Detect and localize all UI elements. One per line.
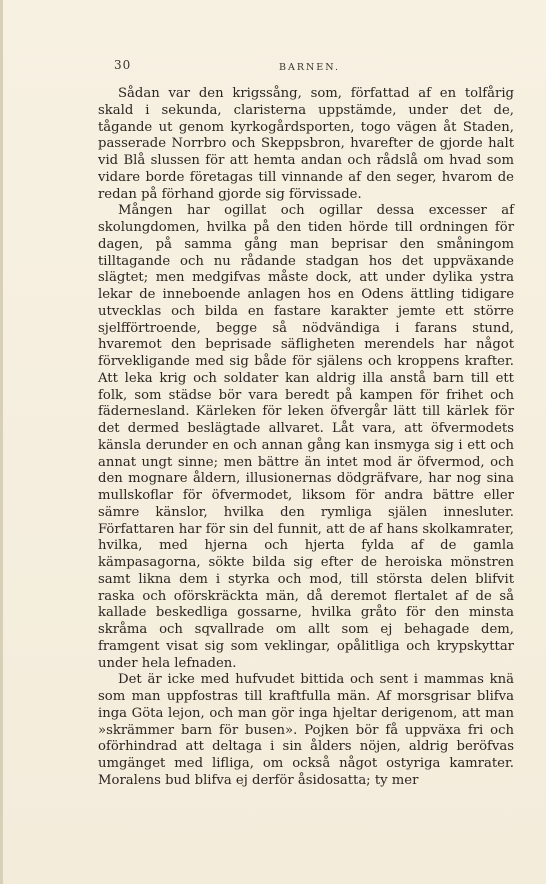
page-edge xyxy=(0,0,3,884)
running-head-title: BARNEN. xyxy=(279,62,340,73)
body-text xyxy=(98,86,514,790)
paragraph-3: Det är icke med hufvudet bittida och sent i mammas knä som man uppfostras till kraftfulla män. Af morsgrisar blifva inga Göta lejon, och man gör inga hjeltar derigenom, att man »skrämmer barn för busen». Pojken bör få uppväxa fri och oförhindrad att deltaga i sin ålders nöjen, aldrig beröfvas umgänget med lifliga, om också något ostyriga kamrater. Moralens bud blifva ej derför åsidosatta; ty mer xyxy=(98,672,514,788)
paragraph-1: Sådan var den krigssång, som, författad af en tolfårig skald i sekunda, claristerna uppstämde, under det de, tågande ut genom kyrkogårdsporten, togo vägen åt Staden, passerade Norrbro och Skeppsbron, hvarefter de gjorde halt vid Blå slussen för att hemta andan och rådslå om hvad som vidare borde företagas till vinnande af den seger, hvarom de redan på förhand gjorde sig förvissade. xyxy=(98,86,514,202)
page-number: 30 xyxy=(114,58,132,72)
paragraph-2: Mången har ogillat och ogillar dessa excesser af skolungdomen, hvilka på den tiden hörde till ordningen för dagen, på samma gång man beprisar den småningom tilltagande och nu rådande stadgan hos det uppväxande slägtet; men medgifvas måste dock, att under dylika ystra lekar de inneboende anlagen hos en Odens ättling tidigare utvecklas och bilda en fastare karakter jemte ett större sjelfförtroende, begge så nödvändiga i farans stund, hvaremot den beprisade säfligheten merendels har något förvekligande med sig både för själens och kroppens krafter. Att leka krig och soldater kan aldrig illa anstå barn till ett folk, som städse bör vara beredt på kampen för frihet och fädernesland. Kärleken för leken öfvergår lätt till kärlek för det dermed beslägtade allvaret. Låt vara, att öfvermodets känsla derunder en och annan gång kan insmyga sig i ett och annat ungt sinne; men bättre än intet mod är öfvermod, och den mognare åldern, illusionernas dödgräfvare, har nog sina mullskoflar för öfvermodet, liksom för andra bättre eller sämre känslor, hvilka den rymliga själen innesluter. Författaren har för sin del funnit, att de af hans skolkamrater, hvilka, med hjerna och hjerta fylda af de gamla kämpasagorna, sökte bilda sig efter de heroiska mönstren samt likna dem i styrka och mod, till största delen blifvit raska och oförskräckta män, då deremot flertalet af de så kallade beskedliga gossarne, hvilka gråto för den minsta skråma och sqvallrade om allt som ej behagade dem, framgent visat sig som veklingar, opålitliga och krypskyttar under hela lefnaden. xyxy=(98,203,514,671)
